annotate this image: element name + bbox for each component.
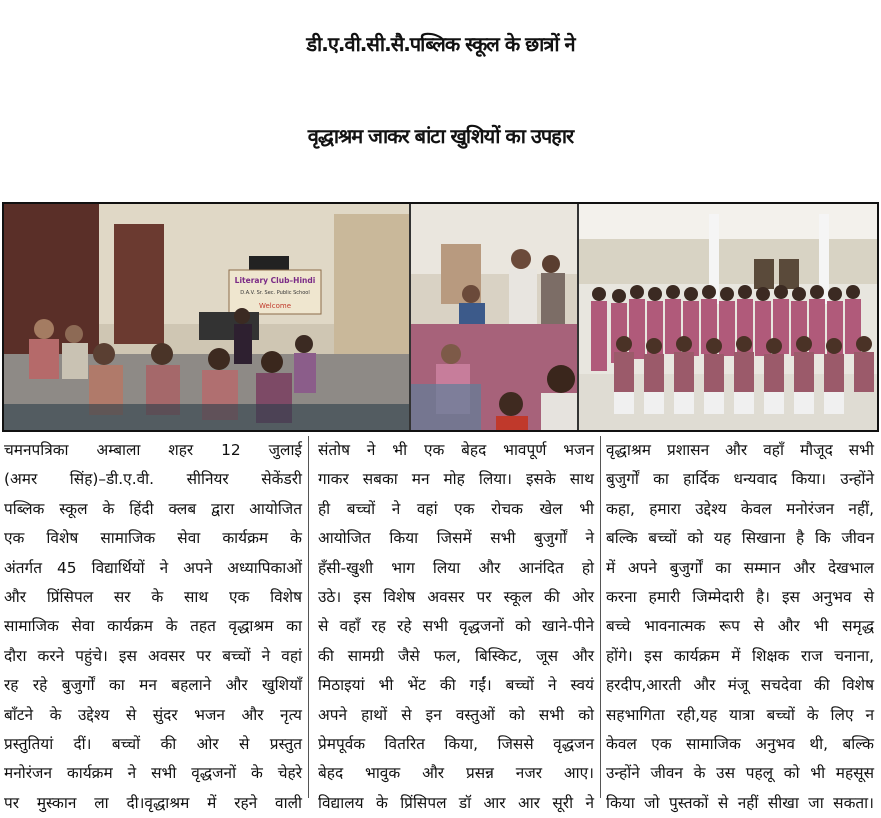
- article-line: और प्रिंसिपल सर के साथ एक विशेष: [4, 588, 302, 607]
- banner-subtitle: D.A.V. Sr. Sec. Public School: [240, 290, 310, 296]
- banner-welcome: Welcome: [258, 302, 292, 310]
- article-line: की सामग्री जैसे फल, बिस्किट, जूस और: [318, 646, 594, 665]
- article-line: में अपने बुजुर्गों का सम्मान और देखभाल: [606, 558, 874, 577]
- article-column-3: [606, 436, 874, 818]
- article-line: मिठाइयां भी भेंट की गईं। बच्चों ने स्वयं: [318, 676, 594, 695]
- article-column-1: [4, 436, 302, 818]
- article-line: विद्यालय के प्रिंसिपल डॉ आर आर सूरी ने: [318, 793, 594, 812]
- article-line: बच्चे भावनात्मक रूप से और भी समृद्ध: [606, 617, 874, 636]
- article-line: बाँटने के उद्देश्य से सुंदर भजन और नृत्य: [4, 705, 302, 724]
- article-line: प्रेमपूर्वक वितरित किया, जिससे वृद्धजन: [318, 735, 594, 754]
- article-line: पर मुस्कान ला दी।वृद्धाश्रम में रहने वाली: [4, 793, 302, 812]
- article-line: एक विशेष सामाजिक सेवा कार्यक्रम के: [4, 529, 302, 548]
- article-line: बेहद भावुक और प्रसन्न नजर आए।: [318, 764, 594, 783]
- article-line: कहा, हमारा उद्देश्य केवल मनोरंजन नहीं,: [606, 499, 874, 518]
- photo-hall-program: [4, 204, 409, 430]
- headline-line-1: डी.ए.वी.सी.सै.पब्लिक स्कूल के छात्रों ने: [306, 32, 575, 56]
- article-line: से वहाँ रह रहे सभी वृद्धजनों को खाने-पीने: [318, 617, 594, 636]
- article-column-2: [318, 436, 594, 818]
- article-line: उन्होंने जीवन के उस पहलू को भी महसूस: [606, 764, 874, 783]
- article-line: किया जो पुस्तकों से नहीं सीखा जा सकता।: [606, 793, 874, 812]
- article-line: चमनपत्रिका अम्बाला शहर 12 जुलाई: [4, 441, 302, 459]
- article-line: आयोजित किया जिसमें सभी बुजुर्गों ने: [318, 529, 594, 548]
- article-line: मनोरंजन कार्यक्रम ने सभी वृद्धजनों के चेहरे: [4, 764, 302, 783]
- column-divider: [600, 436, 601, 798]
- article-line: करना हमारी जिम्मेदारी है। इस अनुभव से: [606, 588, 874, 607]
- article-line: बल्कि बच्चों को यह सिखाना है कि जीवन: [606, 529, 874, 548]
- article-line: अपने हाथों से इन वस्तुओं को सभी को: [318, 705, 594, 724]
- article-line: दौरा करने पहुंचे। इस अवसर पर बच्चों ने वहां: [4, 646, 302, 665]
- article-line: हरदीप,आरती और मंजू सचदेवा की विशेष: [606, 676, 874, 695]
- article-line: उठे। इस विशेष अवसर पर स्कूल की ओर: [318, 588, 594, 607]
- article-line: बुजुर्गों का हार्दिक धन्यवाद किया। उन्होंने: [606, 470, 874, 489]
- article-line: वृद्धाश्रम प्रशासन और वहाँ मौजूद सभी: [606, 441, 874, 459]
- article-line: (अमर सिंह)–डी.ए.वी. सीनियर सेकेंडरी: [4, 470, 302, 489]
- article-line: प्रस्तुतियां दीं। बच्चों की ओर से प्रस्तुत: [4, 735, 302, 754]
- column-divider: [308, 436, 309, 798]
- headline-line-2: वृद्धाश्रम जाकर बांटा खुशियों का उपहार: [307, 124, 574, 148]
- article-line: केवल एक सामाजिक अनुभव थी, बल्कि: [606, 735, 874, 754]
- photo-strip: [2, 202, 879, 432]
- article-line: सामाजिक सेवा कार्यक्रम के तहत वृद्धाश्रम का: [4, 617, 302, 636]
- article-line: होंगे। इस कार्यक्रम में शिक्षक राज चनाना,: [606, 646, 874, 665]
- banner-title: Literary Club–Hindi: [234, 276, 316, 285]
- article-line: संतोष ने भी एक बेहद भावपूर्ण भजन: [318, 441, 594, 459]
- article-line: हँसी-खुशी भाग लिया और आनंदित हो: [318, 558, 594, 577]
- article-line: अंतर्गत 45 विद्यार्थियों ने अपने अध्यापिकाओं: [4, 558, 302, 577]
- article-line: गाकर सबका मन मोह लिया। इसके साथ: [318, 470, 594, 489]
- article-line: सहभागिता रही,यह यात्रा बच्चों के लिए न: [606, 705, 874, 724]
- photo-distribution: [411, 204, 577, 430]
- article-line: पब्लिक स्कूल के हिंदी क्लब द्वारा आयोजित: [4, 499, 302, 518]
- article-line: रह रहे बुजुर्गों का मन बहलाने और खुशियाँ: [4, 676, 302, 695]
- article-line: ही बच्चों ने वहां एक रोचक खेल भी: [318, 499, 594, 518]
- photo-group: [579, 204, 877, 430]
